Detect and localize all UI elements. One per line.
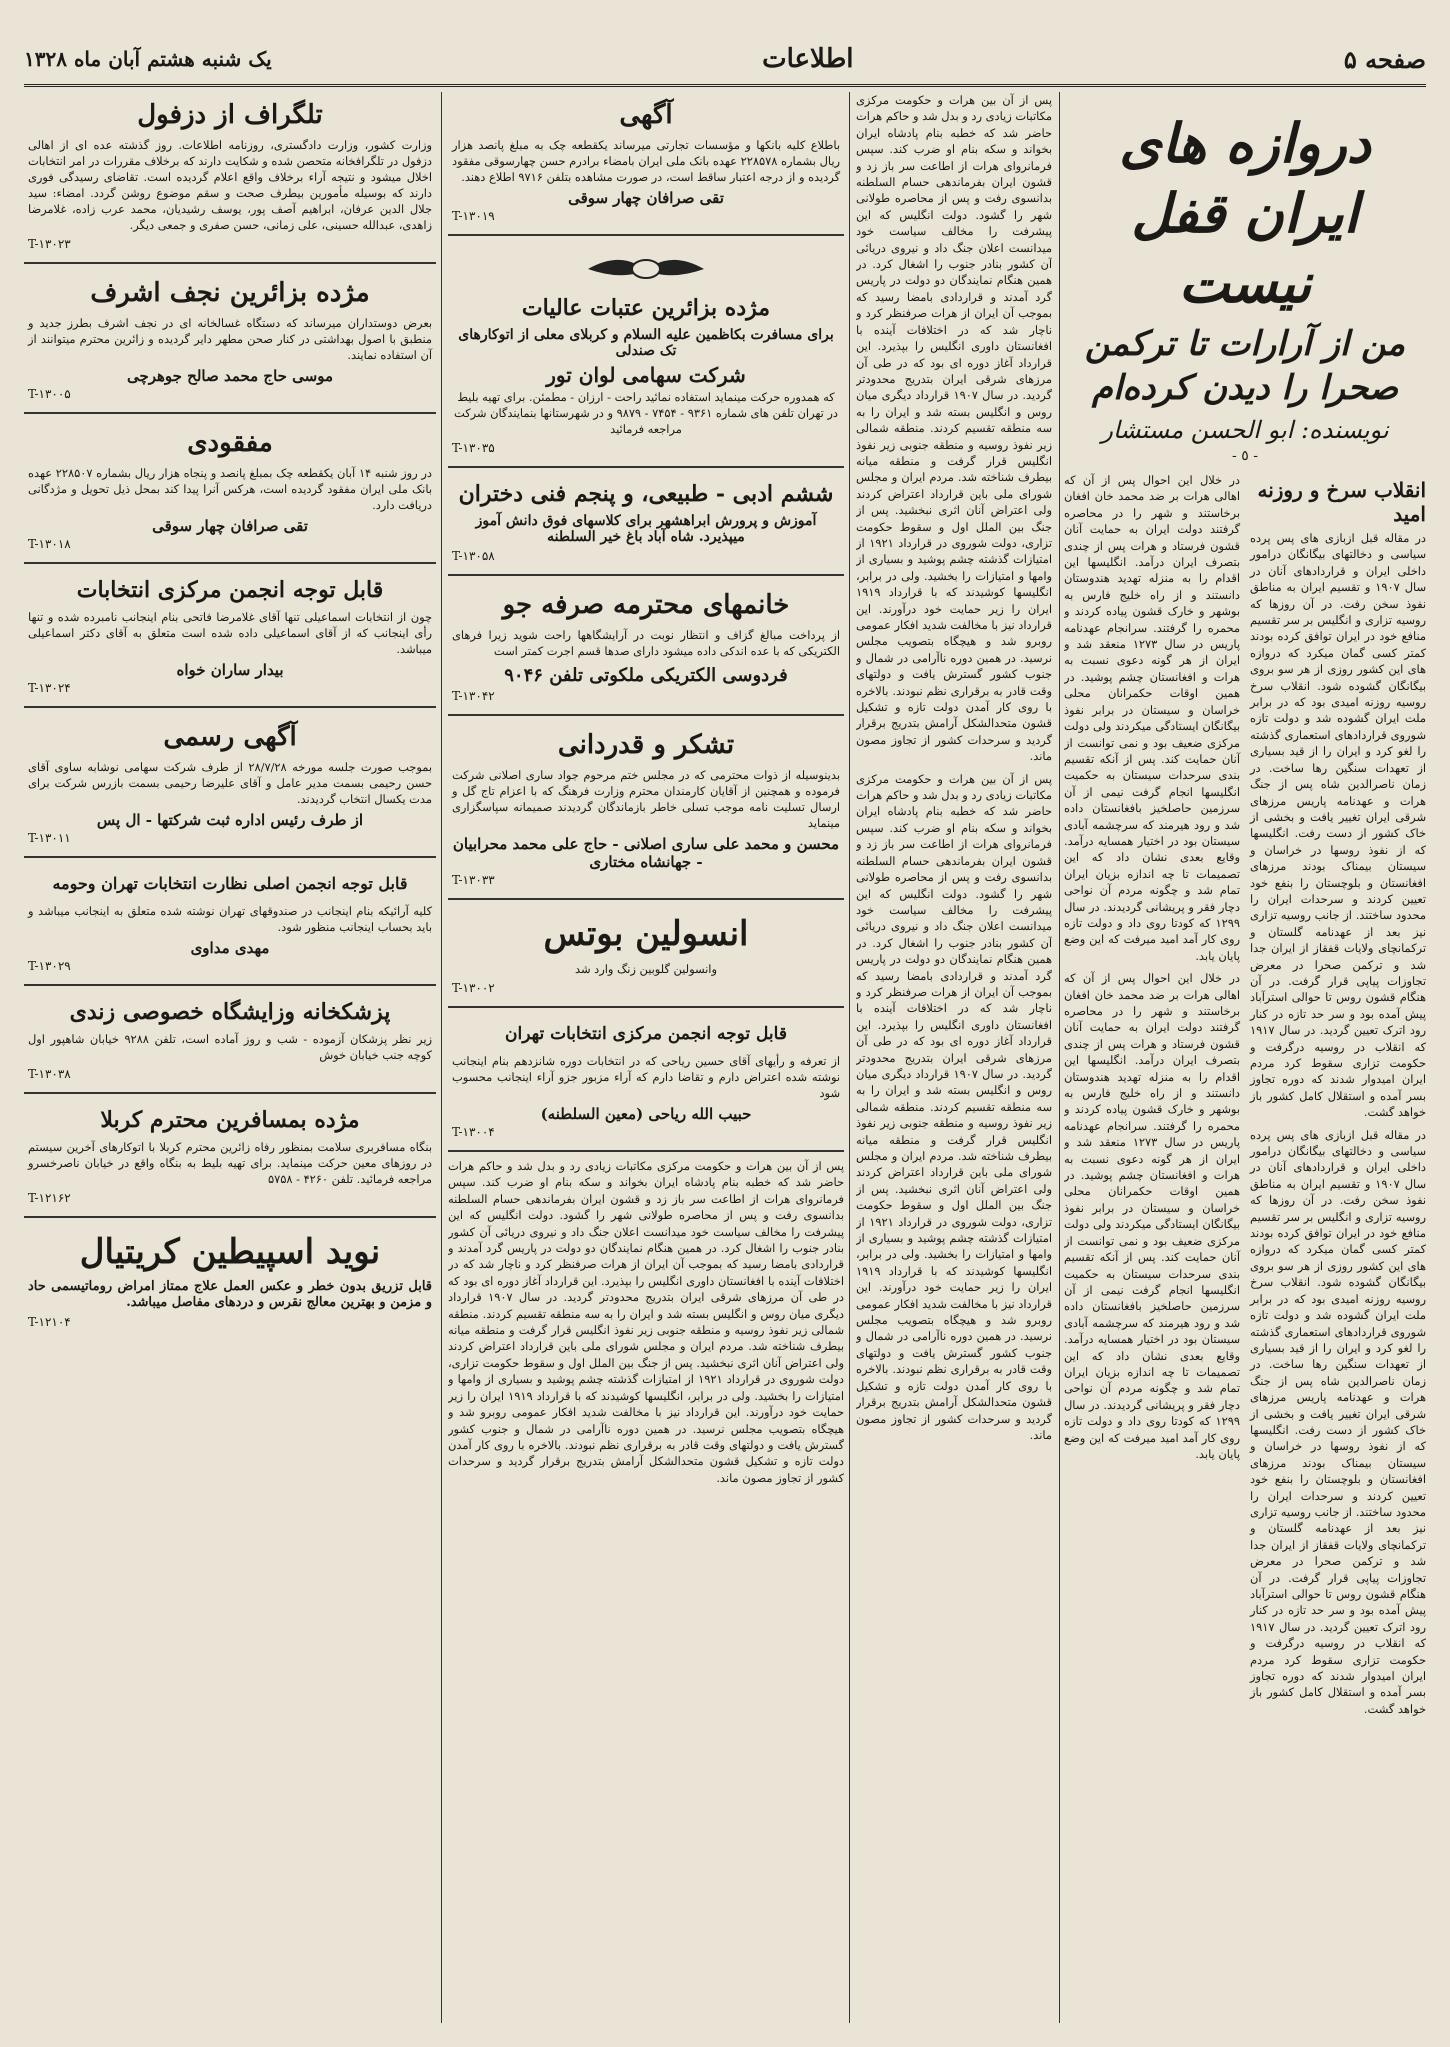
section-heading: انقلاب سرخ و روزنه امید (1257, 478, 1426, 526)
ad-title: تشکر و قدردانی (557, 730, 735, 760)
paper-name: اطلاعات (762, 44, 854, 74)
ad-body: قابل تزریق بدون خطر و عکس العمل علاج ممتاز امراض روماتیسمی حاد و مزمن و بهترین معالج نقرس و دردهای مفاصل میباشد. (28, 1279, 432, 1310)
ad-hair (448, 582, 844, 708)
ad-signature: مهدی مداوی (190, 939, 270, 957)
ad-title: نوید اسپیطین کریتیال (79, 1232, 381, 1272)
ad-body-2: که همدوره حرکت مینماید استفاده نمائید راحت - ارزان - مطمئن. برای تهیه بلیط در تهران تلفن های شماره ۹۳۶۱ - ۷۴۵۴ - ۹۸۷۹ و در شهرستانها بنمایندگان شرکت مراجعه فرمائید (454, 390, 838, 436)
ad-code: T-۱۳۰۲۳ (28, 237, 71, 251)
ad-code: T-۱۲۱۶۲ (28, 1191, 71, 1205)
ad-body: برای مسافرت بکاظمین علیه السلام و کربلای معلی از اتوکارهای تک صندلی (458, 327, 834, 359)
lead-body-left-cont: در خلال این احوال پس از آن که اهالی هرات بر ضد محمد خان افغان برخاستند و شهر را در محاصره گرفتند دولت ایران به حمایت آنان قشون فرستاد و هرات پس از چندی بتصرف ایران درآمد. انگلیسها این اقدام را به منزله تهدید هندوستان دانستند و از راه خلیج فارس به بوشهر و خارک قشون پیاده کردند و محمره را گرفتند. سرانجام عهدنامه پاریس در سال ۱۲۷۳ منعقد شد و ایران از هر گونه دعوی نسبت به هرات و افغانستان چشم پوشید. در همین اوقات حکمرانان محلی خراسان و سیستان در برابر نفوذ بیگانگان ایستادگی میکردند ولی دولت مرکزی ضعیف بود و نمی توانست از آنان حمایت کند. پس از آنکه تقسیم بندی سرحدات سیستان به حکمیت انگلیسها انجام گرفت نیمی از آن سرزمین حاصلخیز بافغانستان داده شد و رود هیرمند که سرچشمه آبادی سیستان بود در اختیار همسایه درآمد. وقایع بعدی نشان داد که این تصمیمات تا چه اندازه بزیان ایران تمام شد و چگونه مردم آن نواحی دچار فقر و پریشانی گردیدند. در سال ۱۲۹۹ که کودتا روی داد و دولت تازه روی کار آمد امید میرفت که این وضع پایان یابد. (1064, 971, 1240, 1461)
ad-telegram (24, 92, 436, 256)
ad-notice (448, 92, 844, 228)
ad-thanks (448, 722, 844, 892)
ad-title: قابل توجه انجمن مرکزی انتخابات (76, 577, 384, 603)
ad-code: T-۱۳۰۲۹ (28, 959, 71, 973)
ad-body: باطلاع کلیه بانکها و مؤسسات تجارتی میرساند یکقطعه چک به مبلغ پانصد هزار ریال بشماره ۲۲۸۵۷۸ عهده بانک ملی ایران بامضاء برادرم حسن چهارسوقی مفقود گردیده و از درجه اعتبار ساقط است، در صورت مشاهده بتلفن ۹۷۱۶ اطلاع دهند. (452, 138, 841, 184)
ad-title: آگهی رسمی (163, 722, 297, 752)
lead-body-right-cont: در مقاله قبل ازبازی های پس پرده سیاسی و دخالتهای بیگانگان درامور داخلی ایران و قراردادهای آنان در سال ۱۹۰۷ و تقسیم ایران به مناطق نفوذ سخن رفت. در آن روزها که روسیه تزاری و انگلیس بر سر تقسیم منافع خود در ایران توافق کرده بودند کمتر کسی گمان میکرد که دروازه های این کشور روزی از هر سو بروی بیگانگان گشوده شود. انقلاب سرخ روسیه روزنه امیدی بود که در برابر ملت ایران گشوده شد و دولت تازه شوروی قراردادهای استعماری گذشته را لغو کرد و ایران را از قید بسیاری از تعهدات سنگین رها ساخت. در زمان ناصرالدین شاه پس از جنگ هرات و عهدنامه پاریس مرزهای شرقی ایران تغییر یافت و بخشی از خاک کشور از دست رفت. انگلیسها که از نفوذ روسها در خراسان و سیستان بیمناک بودند مرزهای افغانستان و بلوچستان را بنفع خود تعیین کردند و سرحدات ایران را محدود ساختند. از جانب روسیه تزاری نیز بعد از عهدنامه گلستان و ترکمانچای ولایات قفقاز از ایران جدا شد و ترکمن صحرا در معرض تجاوزات پیاپی قرار گرفت. در آن هنگام قشون روس تا حوالی استرآباد پیش آمده بود و سر حد تازه در کنار رود اترک تعیین گردید. در سال ۱۹۱۷ که انقلاب در روسیه درگرفت و حکومت تزاری سقوط کرد مردم ایران امیدوار شدند که دوره تجاوز بسر آمده و استقلال کامل کشور باز خواهد گشت. (1250, 1127, 1426, 1716)
ad-title: انسولین بوتس (543, 914, 749, 954)
ad-election-supervision (24, 864, 436, 978)
ad-code: T-۱۳۰۳۳ (452, 873, 495, 887)
ad-signature: تقی صرافان چهار سوقی (568, 189, 724, 207)
ad-official (24, 714, 436, 850)
ad-body: در روز شنبه ۱۴ آبان یکقطعه چک بمبلغ پانصد و پنجاه هزار ریال بشماره ۲۲۸۵۰۷ عهده بانک ملی ایران مفقود گردیده است، هرکس آنرا پیدا کند بمحل ذیل تحویل و مژدگانی دریافت دارد. (28, 466, 432, 512)
ad-code: T-۱۳۰۰۴ (452, 1125, 495, 1139)
ad-title: مفقودی (187, 428, 273, 458)
ad-code: T-۱۳۰۰۲ (452, 981, 495, 995)
ad-body: وزارت کشور، وزارت دادگستری، روزنامه اطلاعات. روز گذشته عده ای از اهالی دزفول در تلگرافخانه متحصن شده و شکایت دارند که برخلاف مقررات در امر انتخابات اخلال میشود و نتیجه آراء برخلاف واقع اعلام گردیده است. تقاضای رسیدگی فوری دارند که بوسیله مأمورین بیطرف صحت و سقم موضوع روشن گردد. امضاء: سید جلال الدین عرفان، ابراهیم آصف پور، یوسف رشیدیان، محمد عرب زاده، غلامرضا زاهدی، عبدالله حسینی، علی زمانی، حسن صفری و جمعی دیگر. (28, 138, 432, 232)
ad-code: T-۱۳۰۱۸ (28, 537, 71, 551)
issue-date: یک شنبه هشتم آبان ماه ۱۳۲۸ (24, 47, 272, 71)
ad-title: آگهی (619, 100, 673, 130)
company-name: شرکت سهامی لوان تور (546, 363, 746, 387)
ad-election-central (24, 570, 436, 700)
column-rule (441, 92, 442, 2023)
continuation-text-2: پس از آن بین هرات و حکومت مرکزی مکاتبات زیادی رد و بدل شد و حاکم هرات حاضر شد که خطبه بنام پادشاه ایران بخواند و سکه بنام او ضرب کند. سپس فرمانروای هرات از اطاعت سر باز زد و قشون ایران بفرماندهی حسام السلطنه بدانسوی رفت و پس از محاصره طولانی شهر را گشود. دولت انگلیس که این پیشرفت را مخالف سیاست خود میدانست اعلان جنگ داد و نیروی دریائی آن کشور بنادر جنوب را اشغال کرد. در همین هنگام نمایندگان دو دولت در پاریس گرد آمدند و قراردادی بامضا رسید که بموجب آن ایران از هرات صرفنظر کرد و ناچار شد که در اختلافات آینده با افغانستان داوری انگلیس را بپذیرد. این قرارداد آغاز دوره ای بود که در طی آن مرزهای شرقی ایران بتدریج محدودتر گردید. در سال ۱۹۰۷ قرارداد دیگری میان روس و انگلیس بسته شد و ایران را به سه منطقه تقسیم کردند. منطقه شمالی زیر نفوذ روسیه و منطقه جنوبی زیر نفوذ انگلیس قرار گرفت و منطقه میانه بیطرف شناخته شد. مردم ایران و مجلس شورای ملی باین قرارداد اعتراض کردند ولی اعتراض آنان اثری نبخشید. پس از جنگ بین الملل اول و سقوط حکومت تزاری، دولت شوروی در قرارداد ۱۹۲۱ از امتیازات گذشته چشم پوشید و بسیاری از وامها و امتیازات را بخشید. ولی در برابر، انگلیسها کوشیدند که با قرارداد ۱۹۱۹ ایران را زیر حمایت خود درآورند. این قرارداد نیز با مخالفت شدید افکار عمومی روبرو شد و هیچگاه بتصویب مجلس نرسید. در همین دوره ناآرامی در شمال و جنوب کشور گسترش یافت و دولتهای وقت قادر به برقراری نظم نبودند. بالاخره با روی کار آمدن دولت تازه و تشکیل قشون متحدالشکل آرامش بتدریج برقرار گردید و سرحدات کشور از تجاوز مصون ماند. (856, 771, 1052, 1442)
ad-body: آموزش و پرورش ابراهشهر برای کلاسهای فوق دانش آموز میپذیرد. شاه آباد باغ خیر السلطنه (475, 513, 817, 545)
ad-title: پزشکخانه وزایشگاه خصوصی زندی (69, 999, 391, 1025)
lead-headline: دروازه های ایران قفل نیست (1119, 111, 1371, 315)
ads-center-column (448, 92, 844, 2023)
ads-left-column (24, 92, 436, 2023)
lead-subheadline: من از آرارات تا ترکمن صحرا را دیدن کرده‌ام (1084, 324, 1406, 408)
ad-signature: محسن و محمد علی ساری اصلانی - حاج علی محمد محرابیان - جهانشاه مختاری (452, 835, 840, 871)
ad-body: بعرض دوستداران میرساند که دستگاه غسالخانه ای در نجف اشرف بطرز جدید و منطبق با اصول بهداشتی در کنار صحن مطهر دایر گردیده و زائرین محترم میتوانند از آن استفاده نمایند. (28, 316, 432, 362)
ad-code: T-۱۳۰۵۸ (452, 549, 495, 563)
lead-article (1064, 92, 1426, 2023)
winged-emblem-icon (586, 249, 706, 289)
column-rule (849, 92, 850, 2023)
ad-body: چون از انتخابات اسماعیلی تنها آقای غلامرضا فاتحی بنام اینجانب نامبرده شده و تنها رأی اینجانب که از آقای اسماعیلی داده شده است متعلق به آقای دکتر اسماعیلی میباشد. (28, 610, 432, 656)
ad-body: بموجب صورت جلسه مورخه ۲۸/۷/۲۸ از طرف شرکت سهامی نوشابه ساوی آقای حسن رحیمی بسمت مدیر عامل و آقای علیرضا رحیمی بسمت بازرس شرکت برای مدت یکسال انتخاب گردیدند. (28, 760, 432, 806)
page-number: صفحه ۵ (1343, 44, 1426, 74)
ad-body: از تعرفه و رأیهای آقای حسین ریاحی که در انتخابات دوره شانزدهم بنام اینجانب نوشته شده اعتراض دارم و تقاضا دارم که آراء مزبور جزو آراء اینجانب محسوب شود (452, 1054, 840, 1100)
ad-lost (24, 420, 436, 556)
ad-title: قابل توجه انجمن اصلی نظارت انتخابات تهران وحومه (52, 874, 408, 893)
ad-code: T-۱۲۱۰۴ (28, 1315, 71, 1329)
ad-najaf (24, 270, 436, 406)
ad-code: T-۱۳۰۲۴ (28, 681, 71, 695)
ad-title: مژده بزائرین نجف اشرف (90, 278, 370, 308)
ad-code: T-۱۳۰۰۵ (28, 387, 71, 401)
ad-title: خانمهای محترمه صرفه جو (502, 590, 790, 620)
ad-body: زیر نظر پزشکان آزموده - شب و روز آماده است، تلفن ۹۲۸۸ خیابان شاهپور اول کوچه جنب خیابان خوش (28, 1032, 432, 1062)
ad-signature: بیدار ساران خواه (176, 661, 284, 679)
separator-mark: - ٥ - (1232, 448, 1258, 464)
ad-code: T-۱۳۰۳۸ (28, 1067, 71, 1081)
ad-signature: تقی صرافان چهار سوقی (152, 517, 308, 535)
ad-election (448, 1014, 844, 1144)
ad-body: وانسولین گلوبین زنگ وارد شد (575, 962, 717, 976)
lead-author: نویسنده: ابو الحسن مستشار (1101, 416, 1389, 444)
ad-pilgrimage (448, 242, 844, 460)
ad-clinic (24, 992, 436, 1086)
ad-title: تلگراف از دزفول (137, 100, 323, 130)
article-continuation (856, 92, 1052, 2023)
ad-code: T-۱۳۰۴۲ (452, 689, 495, 703)
column-rule (1059, 92, 1060, 2023)
masthead (24, 34, 1426, 87)
ad-body: کلیه آرائیکه بنام اینجانب در صندوقهای تهران نوشته شده متعلق به اینجانب میباشد و باید بحساب اینجانب منظور شود. (28, 904, 432, 934)
ad-signature: موسی حاج محمد صالح جوهرچی (126, 367, 334, 385)
ad-signature: از طرف رئیس اداره ثبت شرکتها - ال پس (96, 811, 364, 829)
ad-code: T-۱۳۰۱۹ (452, 209, 495, 223)
ad-signature: فردوسی الکتریکی ملکوتی تلفن ۹۰۴۶ (504, 665, 788, 686)
ad-title: ششم ادبی - طبیعی، و پنجم فنی دختران (458, 481, 834, 507)
ad-signature: حبیب الله ریاحی (معین السلطنه) (540, 1105, 752, 1123)
ad-title: قابل توجه انجمن مرکزی انتخابات تهران (505, 1024, 787, 1044)
ad-body: از پرداخت مبالغ گزاف و انتظار نوبت در آرایشگاهها راحت شوید زیرا فرهای الکتریکی که با عده اندکی داده میشود دارای صدها قسم اجرت کمتر است (452, 628, 840, 658)
ad-title: مژده بزائرین عتبات عالیات (521, 295, 771, 321)
ad-insulin (448, 906, 844, 1000)
lead-body-right: در مقاله قبل ازبازی های پس پرده سیاسی و دخالتهای بیگانگان درامور داخلی ایران و قراردادهای آنان در سال ۱۹۰۷ و تقسیم ایران به مناطق نفوذ سخن رفت. در آن روزها که روسیه تزاری و انگلیس بر سر تقسیم منافع خود در ایران توافق کرده بودند کمتر کسی گمان میکرد که دروازه های این کشور روزی از هر سو بروی بیگانگان گشوده شود. انقلاب سرخ روسیه روزنه امیدی بود که در برابر ملت ایران گشوده شد و دولت تازه شوروی قراردادهای استعماری گذشته را لغو کرد و ایران را از قید بسیاری از تعهدات سنگین رها ساخت. در زمان ناصرالدین شاه پس از جنگ هرات و عهدنامه پاریس مرزهای شرقی ایران تغییر یافت و بخشی از خاک کشور از دست رفت. انگلیسها که از نفوذ روسها در خراسان و سیستان بیمناک بودند مرزهای افغانستان و بلوچستان را بنفع خود تعیین کردند و سرحدات ایران را محدود ساختند. از جانب روسیه تزاری نیز بعد از عهدنامه گلستان و ترکمانچای ولایات قفقاز از ایران جدا شد و ترکمن صحرا در معرض تجاوزات پیاپی قرار گرفت. در آن هنگام قشون روس تا حوالی استرآباد پیش آمده بود و سر حد تازه در کنار رود اترک تعیین گردید. در سال ۱۹۱۷ که انقلاب در روسیه درگرفت و حکومت تزاری سقوط کرد مردم ایران امیدوار شدند که دوره تجاوز بسر آمده و استقلال کامل کشور باز خواهد گشت. (1250, 531, 1426, 1120)
continuation-text-3: پس از آن بین هرات و حکومت مرکزی مکاتبات زیادی رد و بدل شد و حاکم هرات حاضر شد که خطبه بنام پادشاه ایران بخواند و سکه بنام او ضرب کند. سپس فرمانروای هرات از اطاعت سر باز زد و قشون ایران بفرماندهی حسام السلطنه بدانسوی رفت و پس از محاصره طولانی شهر را گشود. دولت انگلیس که این پیشرفت را مخالف سیاست خود میدانست اعلان جنگ داد و نیروی دریائی آن کشور بنادر جنوب را اشغال کرد. در همین هنگام نمایندگان دو دولت در پاریس گرد آمدند و قراردادی بامضا رسید که بموجب آن ایران از هرات صرفنظر کرد و ناچار شد که در اختلافات آینده با افغانستان داوری انگلیس را بپذیرد. این قرارداد آغاز دوره ای بود که در طی آن مرزهای شرقی ایران بتدریج محدودتر گردید. در سال ۱۹۰۷ قرارداد دیگری میان روس و انگلیس بسته شد و ایران را به سه منطقه تقسیم کردند. منطقه شمالی زیر نفوذ روسیه و منطقه جنوبی زیر نفوذ انگلیس قرار گرفت و منطقه میانه بیطرف شناخته شد. مردم ایران و مجلس شورای ملی باین قرارداد اعتراض کردند ولی اعتراض آنان اثری نبخشید. پس از جنگ بین الملل اول و سقوط حکومت تزاری، دولت شوروی در قرارداد ۱۹۲۱ از امتیازات گذشته چشم پوشید و بسیاری از وامها و امتیازات را بخشید. ولی در برابر، انگلیسها کوشیدند که با قرارداد ۱۹۱۹ ایران را زیر حمایت خود درآورند. این قرارداد نیز با مخالفت شدید افکار عمومی روبرو شد و هیچگاه بتصویب مجلس نرسید. در همین دوره ناآرامی در شمال و جنوب کشور گسترش یافت و دولتهای وقت قادر به برقراری نظم نبودند. بالاخره با روی کار آمدن دولت تازه و تشکیل قشون متحدالشکل آرامش بتدریج برقرار گردید و سرحدات کشور از تجاوز مصون ماند. (448, 1159, 844, 1485)
ad-karbala (24, 1100, 436, 1210)
ad-school (448, 474, 844, 568)
ad-code: T-۱۳۰۳۵ (452, 441, 495, 455)
ad-medicine (24, 1224, 436, 1334)
ad-body: بدینوسیله از ذوات محترمی که در مجلس ختم مرحوم جواد ساری اصلانی شرکت فرموده و همچنین از آقایان کارمندان محترم وزارت فرهنگ که با اعزام تاج گل و ارسال تسلیت نامه موجب تسلی خاطر بازماندگان گردیدند صمیمانه سپاسگزاری مینماید (452, 768, 840, 830)
continuation-text: پس از آن بین هرات و حکومت مرکزی مکاتبات زیادی رد و بدل شد و حاکم هرات حاضر شد که خطبه بنام پادشاه ایران بخواند و سکه بنام او ضرب کند. سپس فرمانروای هرات از اطاعت سر باز زد و قشون ایران بفرماندهی حسام السلطنه بدانسوی رفت و پس از محاصره طولانی شهر را گشود. دولت انگلیس که این پیشرفت را مخالف سیاست خود میدانست اعلان جنگ داد و نیروی دریائی آن کشور بنادر جنوب را اشغال کرد. در همین هنگام نمایندگان دو دولت در پاریس گرد آمدند و قراردادی بامضا رسید که بموجب آن ایران از هرات صرفنظر کرد و ناچار شد که در اختلافات آینده با افغانستان داوری انگلیس را بپذیرد. این قرارداد آغاز دوره ای بود که در طی آن مرزهای شرقی ایران بتدریج محدودتر گردید. در سال ۱۹۰۷ قرارداد دیگری میان روس و انگلیس بسته شد و ایران را به سه منطقه تقسیم کردند. منطقه شمالی زیر نفوذ روسیه و منطقه جنوبی زیر نفوذ انگلیس قرار گرفت و منطقه میانه بیطرف شناخته شد. مردم ایران و مجلس شورای ملی باین قرارداد اعتراض کردند ولی اعتراض آنان اثری نبخشید. پس از جنگ بین الملل اول و سقوط حکومت تزاری، دولت شوروی در قرارداد ۱۹۲۱ از امتیازات گذشته چشم پوشید و بسیاری از وامها و امتیازات را بخشید. ولی در برابر، انگلیسها کوشیدند که با قرارداد ۱۹۱۹ ایران را زیر حمایت خود درآورند. این قرارداد نیز با مخالفت شدید افکار عمومی روبرو شد و هیچگاه بتصویب مجلس نرسید. در همین دوره ناآرامی در شمال و جنوب کشور گسترش یافت و دولتهای وقت قادر به برقراری نظم نبودند. بالاخره با روی کار آمدن دولت تازه و تشکیل قشون متحدالشکل آرامش بتدریج برقرار گردید و سرحدات کشور از تجاوز مصون ماند. (856, 93, 1052, 764)
lead-body-left: در خلال این احوال پس از آن که اهالی هرات بر ضد محمد خان افغان برخاستند و شهر را در محاصره گرفتند دولت ایران به حمایت آنان قشون فرستاد و هرات پس از چندی بتصرف ایران درآمد. انگلیسها این اقدام را به منزله تهدید هندوستان دانستند و از راه خلیج فارس به بوشهر و خارک قشون پیاده کردند و محمره را گرفتند. سرانجام عهدنامه پاریس در سال ۱۲۷۳ منعقد شد و ایران از هر گونه دعوی نسبت به هرات و افغانستان چشم پوشید. در همین اوقات حکمرانان محلی خراسان و سیستان در برابر نفوذ بیگانگان ایستادگی میکردند ولی دولت مرکزی ضعیف بود و نمی توانست از آنان حمایت کند. پس از آنکه تقسیم بندی سرحدات سیستان به حکمیت انگلیسها انجام گرفت نیمی از آن سرزمین حاصلخیز بافغانستان داده شد و رود هیرمند که سرچشمه آبادی سیستان بود در اختیار همسایه درآمد. وقایع بعدی نشان داد که این تصمیمات تا چه اندازه بزیان ایران تمام شد و چگونه مردم آن نواحی دچار فقر و پریشانی گردیدند. در سال ۱۲۹۹ که کودتا روی داد و دولت تازه روی کار آمد امید میرفت که این وضع پایان یابد. (1064, 473, 1240, 963)
ad-body: بنگاه مسافربری سلامت بمنظور رفاه زائرین محترم کربلا با اتوکارهای آخرین سیستم در روزهای معین حرکت مینماید. برای تهیه بلیط به بنگاه واقع در خیابان ناصرخسرو مراجعه فرمائید. تلفن ۴۲۶۰ - ۵۷۵۸ (28, 1140, 432, 1186)
ad-title: مژده بمسافرین محترم کربلا (100, 1107, 360, 1133)
ad-code: T-۱۳۰۱۱ (28, 831, 71, 845)
